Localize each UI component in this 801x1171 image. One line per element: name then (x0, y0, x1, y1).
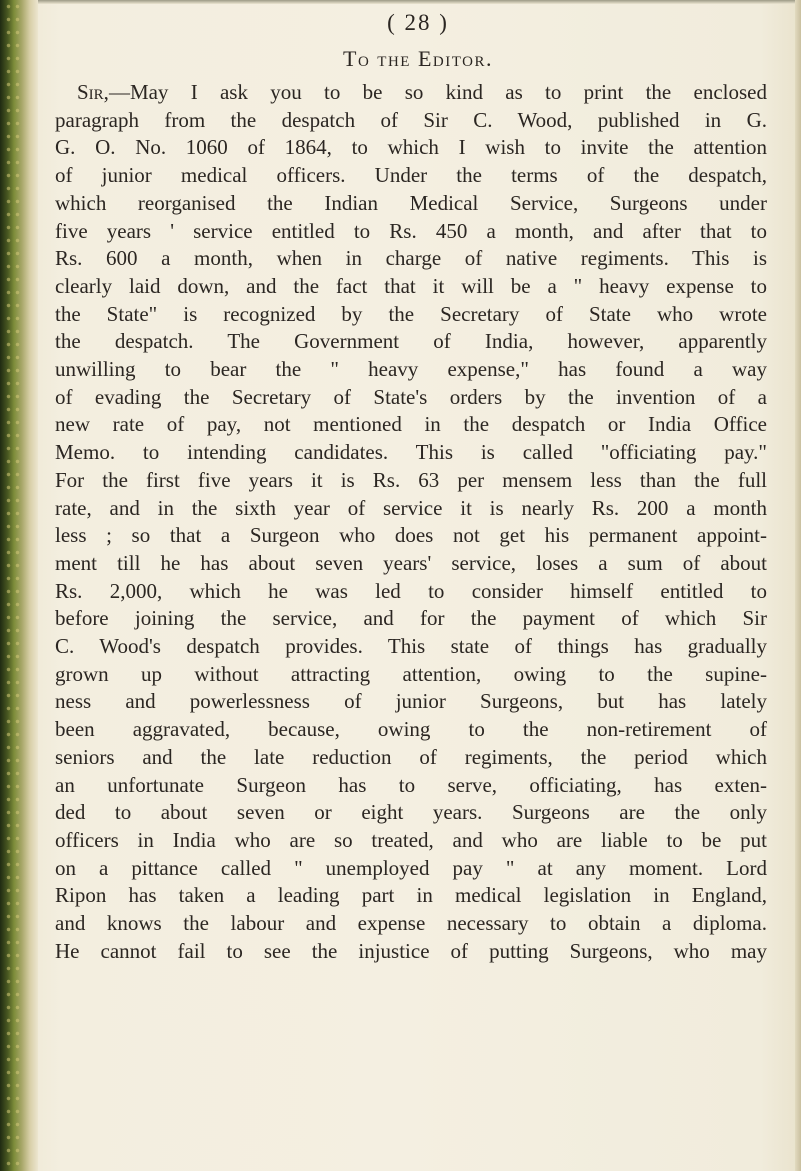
text-line: Rs. 2,000, which he was led to consider himself entitled to (55, 578, 767, 603)
text-line: rate, and in the sixth year of service it is nearly Rs. 200 a month (55, 495, 767, 520)
text-line: the State" is recognized by the Secretary of State who wrote (55, 301, 767, 326)
text-block (55, 5, 767, 966)
text-line: For the first five years it is Rs. 63 per mensem less than the full (55, 467, 767, 492)
text-line: five years ' service entitled to Rs. 450 a month, and after that to (55, 218, 767, 243)
page-number: ( 28 ) (387, 10, 449, 35)
text-line: Ripon has taken a leading part in medical legislation in England, (55, 883, 767, 908)
book-spine-edge (0, 0, 38, 1171)
text-line: Rs. 600 a month, when in charge of native regiments. This is (55, 246, 767, 271)
text-line: He cannot fail to see the injustice of putting Surgeons, who may (55, 938, 767, 963)
letter-heading: To the Editor. (343, 46, 493, 71)
page-right-edge (795, 0, 801, 1171)
text-line: less ; so that a Surgeon who does not get his permanent appoint- (55, 523, 767, 548)
text-line: ded to about seven or eight years. Surgeons are the only (55, 800, 767, 825)
text-line: C. Wood's despatch provides. This state of things has gradually (55, 634, 767, 659)
text-line: before joining the service, and for the payment of which Sir (55, 606, 767, 631)
text-line: paragraph from the despatch of Sir C. Wood, published in G. (55, 107, 767, 132)
text-line: ness and powerlessness of junior Surgeons, but has lately (55, 689, 767, 714)
text-line: of evading the Secretary of State's orders by the invention of a (55, 384, 767, 409)
text-line: grown up without attracting attention, owing to the supine- (55, 661, 767, 686)
text-line: new rate of pay, not mentioned in the despatch or India Office (55, 412, 767, 437)
text-line: been aggravated, because, owing to the non-retirement of (55, 717, 767, 742)
text-line: unwilling to bear the " heavy expense," has found a way (55, 357, 767, 382)
text-line: an unfortunate Surgeon has to serve, officiating, has exten- (55, 772, 767, 797)
text-line: officers in India who are so treated, and who are liable to be put (55, 827, 767, 852)
text-line: and knows the labour and expense necessary to obtain a diploma. (55, 911, 767, 936)
text-line: of junior medical officers. Under the terms of the despatch, (55, 163, 767, 188)
page-top-edge (38, 0, 801, 4)
text-line: ment till he has about seven years' service, loses a sum of about (55, 550, 767, 575)
letter-body (55, 79, 767, 966)
text-line: clearly laid down, and the fact that it will be a " heavy expense to (55, 273, 767, 298)
text-line: seniors and the late reduction of regiments, the period which (55, 744, 767, 769)
text-line: which reorganised the Indian Medical Service, Surgeons under (55, 190, 767, 215)
text-line: on a pittance called " unemployed pay " at any moment. Lord (55, 855, 767, 880)
text-line: G. O. No. 1060 of 1864, to which I wish to invite the attention (55, 135, 767, 160)
text-line-content: —May I ask you to be so kind as to print the enclosed (108, 80, 767, 104)
spine-texture (4, 0, 24, 1171)
text-line: the despatch. The Government of India, however, apparently (55, 329, 767, 354)
text-line (55, 79, 767, 107)
salutation: Sir, (77, 80, 109, 104)
text-line: Memo. to intending candidates. This is called "officiating pay." (55, 440, 767, 465)
